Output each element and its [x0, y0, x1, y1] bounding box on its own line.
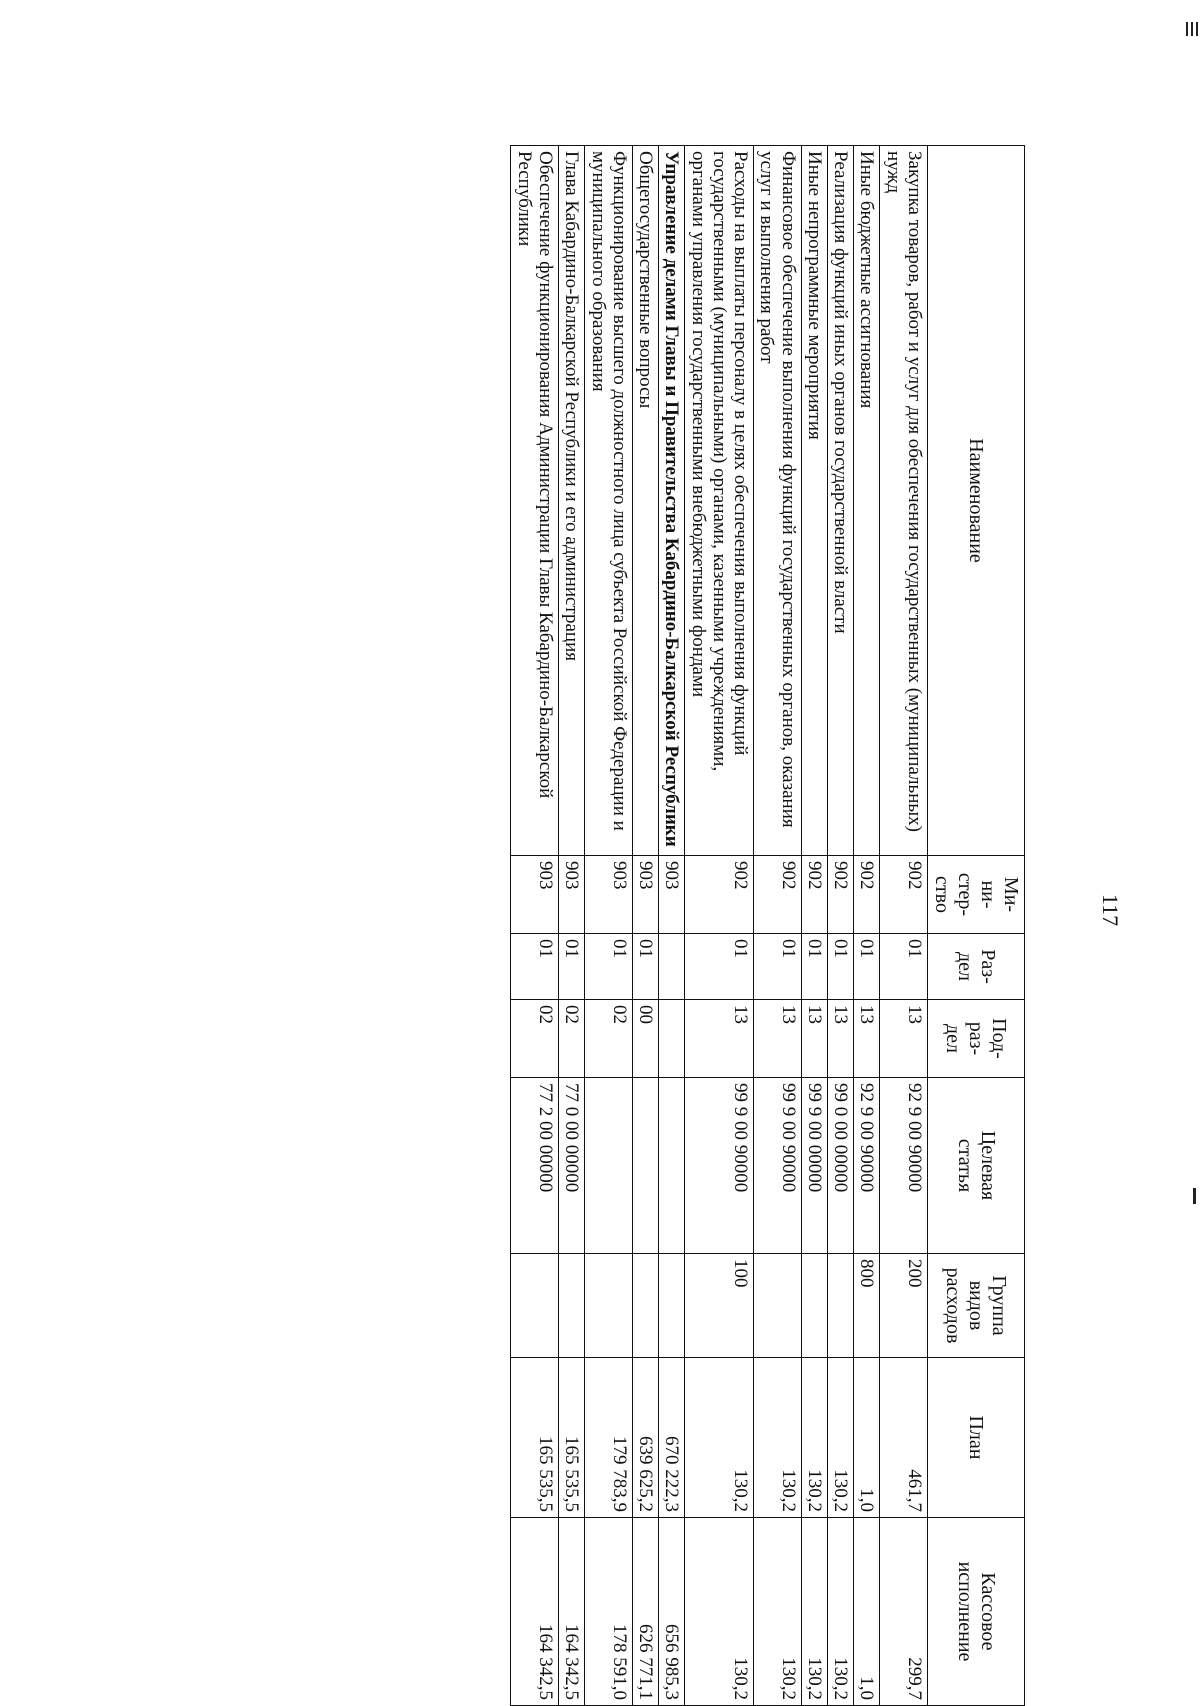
cell-ministry: 902 [685, 856, 754, 934]
cell-plan: 130,2 [801, 1358, 827, 1518]
cell-gruppa: 100 [685, 1254, 754, 1358]
cell-kassa: 299,7 [880, 1518, 928, 1706]
cell-kassa: 164 342,5 [511, 1518, 559, 1706]
table-row [659, 146, 685, 1706]
cell-gruppa [754, 1254, 802, 1358]
cell-name: Общегосударственные вопросы [632, 146, 658, 856]
cell-celevaya: 92 9 00 90000 [880, 1078, 928, 1254]
cell-razdel [659, 934, 685, 1000]
cell-plan: 130,2 [685, 1358, 754, 1518]
cell-kassa: 1,0 [854, 1518, 880, 1706]
table-row [854, 146, 880, 1706]
margin-mark [1191, 22, 1193, 36]
cell-gruppa: 800 [854, 1254, 880, 1358]
cell-kassa: 656 985,3 [659, 1518, 685, 1706]
table-row [801, 146, 827, 1706]
cell-kassa: 130,2 [754, 1518, 802, 1706]
table-row [827, 146, 853, 1706]
cell-razdel: 01 [801, 934, 827, 1000]
cell-celevaya: 99 9 00 90000 [685, 1078, 754, 1254]
cell-razdel: 01 [632, 934, 658, 1000]
cell-celevaya: 92 9 00 90000 [854, 1078, 880, 1254]
cell-kassa: 626 771,1 [632, 1518, 658, 1706]
cell-celevaya: 77 2 00 00000 [511, 1078, 559, 1254]
cell-name: Глава Кабардино-Балкарской Республики и его администрация [559, 146, 585, 856]
cell-gruppa [511, 1254, 559, 1358]
cell-plan: 165 535,5 [559, 1358, 585, 1518]
cell-podrazdel: 00 [632, 1000, 658, 1078]
cell-plan: 670 222,3 [659, 1358, 685, 1518]
cell-podrazdel: 13 [854, 1000, 880, 1078]
table-row [585, 146, 633, 1706]
header-celevaya: Целевая статья [928, 1078, 1025, 1254]
cell-kassa: 130,2 [827, 1518, 853, 1706]
cell-ministry: 903 [632, 856, 658, 934]
cell-plan: 130,2 [827, 1358, 853, 1518]
cell-podrazdel: 02 [559, 1000, 585, 1078]
cell-razdel: 01 [880, 934, 928, 1000]
cell-ministry: 902 [754, 856, 802, 934]
header-podrazdel: Под- раз- дел [928, 1000, 1025, 1078]
cell-gruppa: 200 [880, 1254, 928, 1358]
cell-celevaya: 77 0 00 00000 [559, 1078, 585, 1254]
cell-gruppa [632, 1254, 658, 1358]
header-razdel: Раз- дел [928, 934, 1025, 1000]
cell-razdel: 01 [511, 934, 559, 1000]
cell-gruppa [827, 1254, 853, 1358]
cell-plan: 179 783,9 [585, 1358, 633, 1518]
cell-name: Закупка товаров, работ и услуг для обеспечения государственных (муниципальных) нужд [880, 146, 928, 856]
cell-gruppa [559, 1254, 585, 1358]
cell-name: Иные непрограммные мероприятия [801, 146, 827, 856]
cell-name: Финансовое обеспечение выполнения функций государственных органов, оказания услуг и выполнения работ [754, 146, 802, 856]
header-plan: План [928, 1358, 1025, 1518]
cell-razdel: 01 [585, 934, 633, 1000]
cell-name: Реализация функций иных органов государственной власти [827, 146, 853, 856]
cell-podrazdel: 13 [880, 1000, 928, 1078]
cell-celevaya [659, 1078, 685, 1254]
cell-celevaya [585, 1078, 633, 1254]
cell-podrazdel: 13 [801, 1000, 827, 1078]
cell-ministry: 902 [827, 856, 853, 934]
page-number: 117 [1098, 893, 1123, 927]
table-row [880, 146, 928, 1706]
cell-podrazdel: 02 [585, 1000, 633, 1078]
cell-plan: 130,2 [754, 1358, 802, 1518]
cell-name: Расходы на выплаты персоналу в целях обеспечения выполнения функций государственными (муниципальными) органами, казенными учреждениями, органами управления государственными внебюджетными фондами [685, 146, 754, 856]
budget-table-container [25, 145, 1025, 1705]
header-name: Наименование [928, 146, 1025, 856]
cell-ministry: 903 [559, 856, 585, 934]
cell-gruppa [801, 1254, 827, 1358]
table-header-row [928, 146, 1025, 1706]
cell-ministry: 903 [659, 856, 685, 934]
cell-razdel: 01 [854, 934, 880, 1000]
cell-ministry: 902 [880, 856, 928, 934]
cell-plan: 1,0 [854, 1358, 880, 1518]
table-row [685, 146, 754, 1706]
cell-podrazdel: 02 [511, 1000, 559, 1078]
cell-ministry: 903 [585, 856, 633, 934]
cell-razdel: 01 [685, 934, 754, 1000]
cell-podrazdel: 13 [685, 1000, 754, 1078]
margin-mark [1193, 1188, 1196, 1204]
header-gruppa: Группа видов расходов [928, 1254, 1025, 1358]
header-kassa: Кассовое исполнение [928, 1518, 1025, 1706]
cell-plan: 165 535,5 [511, 1358, 559, 1518]
cell-ministry: 903 [511, 856, 559, 934]
cell-name: Иные бюджетные ассигнования [854, 146, 880, 856]
table-row [754, 146, 802, 1706]
cell-celevaya: 99 9 00 90000 [754, 1078, 802, 1254]
cell-celevaya [632, 1078, 658, 1254]
table-row [632, 146, 658, 1706]
cell-plan: 639 625,2 [632, 1358, 658, 1518]
cell-kassa: 178 591,0 [585, 1518, 633, 1706]
cell-kassa: 130,2 [801, 1518, 827, 1706]
cell-podrazdel [659, 1000, 685, 1078]
cell-ministry: 902 [854, 856, 880, 934]
cell-razdel: 01 [754, 934, 802, 1000]
cell-razdel: 01 [559, 934, 585, 1000]
cell-podrazdel: 13 [754, 1000, 802, 1078]
cell-ministry: 902 [801, 856, 827, 934]
margin-mark [1186, 22, 1188, 36]
margin-mark [1196, 22, 1198, 36]
cell-gruppa [659, 1254, 685, 1358]
header-ministry: Ми- ни- стер- ство [928, 856, 1025, 934]
table-body [511, 146, 928, 1706]
cell-razdel: 01 [827, 934, 853, 1000]
table-row [511, 146, 559, 1706]
cell-kassa: 164 342,5 [559, 1518, 585, 1706]
cell-name: Обеспечение функционирования Администрации Главы Кабардино-Балкарской Республики [511, 146, 559, 856]
cell-name: Функционирование высшего должностного лица субъекта Российской Федерации и муниципального образования [585, 146, 633, 856]
cell-gruppa [585, 1254, 633, 1358]
cell-kassa: 130,2 [685, 1518, 754, 1706]
table-row [559, 146, 585, 1706]
cell-celevaya: 99 0 00 00000 [827, 1078, 853, 1254]
cell-podrazdel: 13 [827, 1000, 853, 1078]
budget-table [510, 145, 1025, 1706]
cell-celevaya: 99 9 00 00000 [801, 1078, 827, 1254]
cell-name: Управление делами Главы и Правительства Кабардино-Балкарской Республики [659, 146, 685, 856]
cell-plan: 461,7 [880, 1358, 928, 1518]
